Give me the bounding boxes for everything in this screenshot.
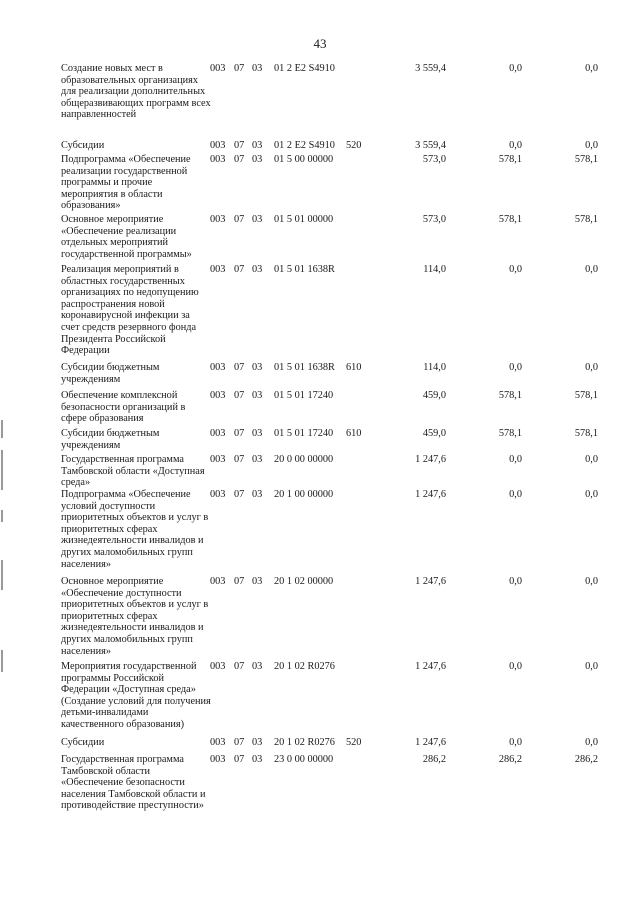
row-grbs: 003 (210, 454, 226, 465)
row-value-2022: 0,0 (509, 362, 522, 373)
row-value-2023: 0,0 (585, 264, 598, 275)
row-name: Реализация мероприятий в областных государственных организациях по недопущению распространения новой коронавирусной инфекции за счет средств резервного фонда Президента Российской Федерации (61, 264, 199, 357)
row-value-2022: 0,0 (509, 737, 522, 748)
row-name: Государственная программа Тамбовской области «Обеспечение безопасности населения Тамбовской области и противодействие преступности» (61, 754, 206, 812)
row-name: Основное мероприятие «Обеспечение доступности приоритетных объектов и услуг в приоритетных сферах жизнедеятельности инвалидов и других маломобильных групп населения» (61, 576, 209, 657)
row-pr: 03 (252, 63, 263, 74)
row-value-2023: 578,1 (574, 390, 598, 401)
page-number: 43 (313, 36, 327, 51)
row-rz: 07 (234, 489, 245, 500)
row-name: Государственная программа Тамбовской области «Доступная среда» (61, 454, 205, 489)
row-rz: 07 (234, 576, 245, 587)
row-vr: 610 (346, 362, 362, 373)
row-name: Субсидии (61, 737, 105, 748)
row-grbs: 003 (210, 661, 226, 672)
row-rz: 07 (234, 754, 245, 765)
row-value-2023: 0,0 (585, 362, 598, 373)
row-grbs: 003 (210, 264, 226, 275)
row-vr: 610 (346, 428, 362, 439)
row-value-2022: 578,1 (498, 390, 522, 401)
row-csr: 01 5 01 1638R (274, 264, 335, 275)
row-name: Субсидии бюджетным учреждениям (61, 428, 160, 451)
row-value-2023: 0,0 (585, 63, 598, 74)
row-value-2021: 3 559,4 (415, 63, 446, 74)
row-value-2023: 0,0 (585, 661, 598, 672)
row-csr: 01 5 01 00000 (274, 214, 334, 225)
row-value-2023: 0,0 (585, 576, 598, 587)
row-name: Субсидии (61, 140, 105, 151)
row-value-2023: 0,0 (585, 140, 598, 151)
row-value-2023: 0,0 (585, 489, 598, 500)
row-rz: 07 (234, 362, 245, 373)
row-csr: 23 0 00 00000 (274, 754, 334, 765)
row-value-2021: 1 247,6 (415, 454, 446, 465)
row-value-2021: 1 247,6 (415, 661, 446, 672)
row-value-2021: 459,0 (422, 390, 446, 401)
row-csr: 20 1 00 00000 (274, 489, 334, 500)
row-name: Подпрограмма «Обеспечение условий доступности приоритетных объектов и услуг в приоритетных сферах жизнедеятельности инвалидов и других маломобильных групп населения» (61, 489, 209, 570)
row-name: Создание новых мест в образовательных организациях для реализации дополнительных общеразвивающих программ всех направленностей (61, 63, 211, 121)
row-grbs: 003 (210, 214, 226, 225)
row-value-2022: 0,0 (509, 140, 522, 151)
row-pr: 03 (252, 576, 263, 587)
row-value-2022: 0,0 (509, 489, 522, 500)
row-value-2021: 3 559,4 (415, 140, 446, 151)
row-rz: 07 (234, 154, 245, 165)
row-csr: 20 1 02 R0276 (274, 661, 335, 672)
row-rz: 07 (234, 63, 245, 74)
row-rz: 07 (234, 661, 245, 672)
row-grbs: 003 (210, 576, 226, 587)
row-value-2023: 578,1 (574, 214, 598, 225)
row-csr: 01 2 E2 S4910 (274, 63, 335, 74)
row-value-2023: 578,1 (574, 428, 598, 439)
row-pr: 03 (252, 454, 263, 465)
row-value-2021: 1 247,6 (415, 489, 446, 500)
row-pr: 03 (252, 264, 263, 275)
row-pr: 03 (252, 489, 263, 500)
row-vr: 520 (346, 737, 362, 748)
row-value-2022: 578,1 (498, 154, 522, 165)
row-grbs: 003 (210, 489, 226, 500)
row-value-2021: 114,0 (423, 362, 446, 373)
row-value-2023: 0,0 (585, 737, 598, 748)
row-value-2021: 1 247,6 (415, 576, 446, 587)
row-value-2023: 286,2 (574, 754, 598, 765)
row-grbs: 003 (210, 140, 226, 151)
row-rz: 07 (234, 264, 245, 275)
row-value-2021: 459,0 (422, 428, 446, 439)
row-grbs: 003 (210, 737, 226, 748)
row-pr: 03 (252, 214, 263, 225)
row-pr: 03 (252, 154, 263, 165)
row-name: Подпрограмма «Обеспечение реализации государственной программы и прочие мероприятия в области образования» (61, 154, 191, 212)
row-value-2022: 578,1 (498, 428, 522, 439)
row-grbs: 003 (210, 154, 226, 165)
row-rz: 07 (234, 140, 245, 151)
row-value-2022: 0,0 (509, 63, 522, 74)
row-pr: 03 (252, 737, 263, 748)
row-rz: 07 (234, 428, 245, 439)
row-grbs: 003 (210, 428, 226, 439)
row-value-2022: 578,1 (498, 214, 522, 225)
row-value-2021: 573,0 (422, 214, 446, 225)
row-rz: 07 (234, 214, 245, 225)
row-csr: 01 2 E2 S4910 (274, 140, 335, 151)
row-name: Мероприятия государственной программы Российской Федерации «Доступная среда» (Создание условий для получения детьми-инвалидами качественного образования) (61, 661, 211, 730)
row-value-2022: 0,0 (509, 576, 522, 587)
row-pr: 03 (252, 428, 263, 439)
row-value-2021: 573,0 (422, 154, 446, 165)
row-value-2022: 0,0 (509, 264, 522, 275)
row-csr: 01 5 01 17240 (274, 390, 334, 401)
row-pr: 03 (252, 362, 263, 373)
row-pr: 03 (252, 754, 263, 765)
row-value-2022: 0,0 (509, 661, 522, 672)
row-value-2023: 0,0 (585, 454, 598, 465)
row-csr: 01 5 00 00000 (274, 154, 334, 165)
row-csr: 20 1 02 R0276 (274, 737, 335, 748)
row-grbs: 003 (210, 63, 226, 74)
row-csr: 01 5 01 1638R (274, 362, 335, 373)
row-rz: 07 (234, 390, 245, 401)
row-pr: 03 (252, 661, 263, 672)
row-value-2021: 114,0 (423, 264, 446, 275)
row-grbs: 003 (210, 754, 226, 765)
row-value-2023: 578,1 (574, 154, 598, 165)
row-csr: 20 1 02 00000 (274, 576, 334, 587)
row-grbs: 003 (210, 362, 226, 373)
row-grbs: 003 (210, 390, 226, 401)
row-pr: 03 (252, 390, 263, 401)
row-csr: 01 5 01 17240 (274, 428, 334, 439)
row-name: Субсидии бюджетным учреждениям (61, 362, 160, 385)
row-value-2022: 0,0 (509, 454, 522, 465)
row-csr: 20 0 00 00000 (274, 454, 334, 465)
scan-edge-marks (0, 420, 4, 720)
row-pr: 03 (252, 140, 263, 151)
row-vr: 520 (346, 140, 362, 151)
row-name: Основное мероприятие «Обеспечение реализации отдельных мероприятий государственной программы» (61, 214, 192, 260)
row-name: Обеспечение комплексной безопасности организаций в сфере образования (61, 390, 186, 425)
row-value-2022: 286,2 (498, 754, 522, 765)
row-value-2021: 286,2 (422, 754, 446, 765)
row-value-2021: 1 247,6 (415, 737, 446, 748)
row-rz: 07 (234, 737, 245, 748)
row-rz: 07 (234, 454, 245, 465)
